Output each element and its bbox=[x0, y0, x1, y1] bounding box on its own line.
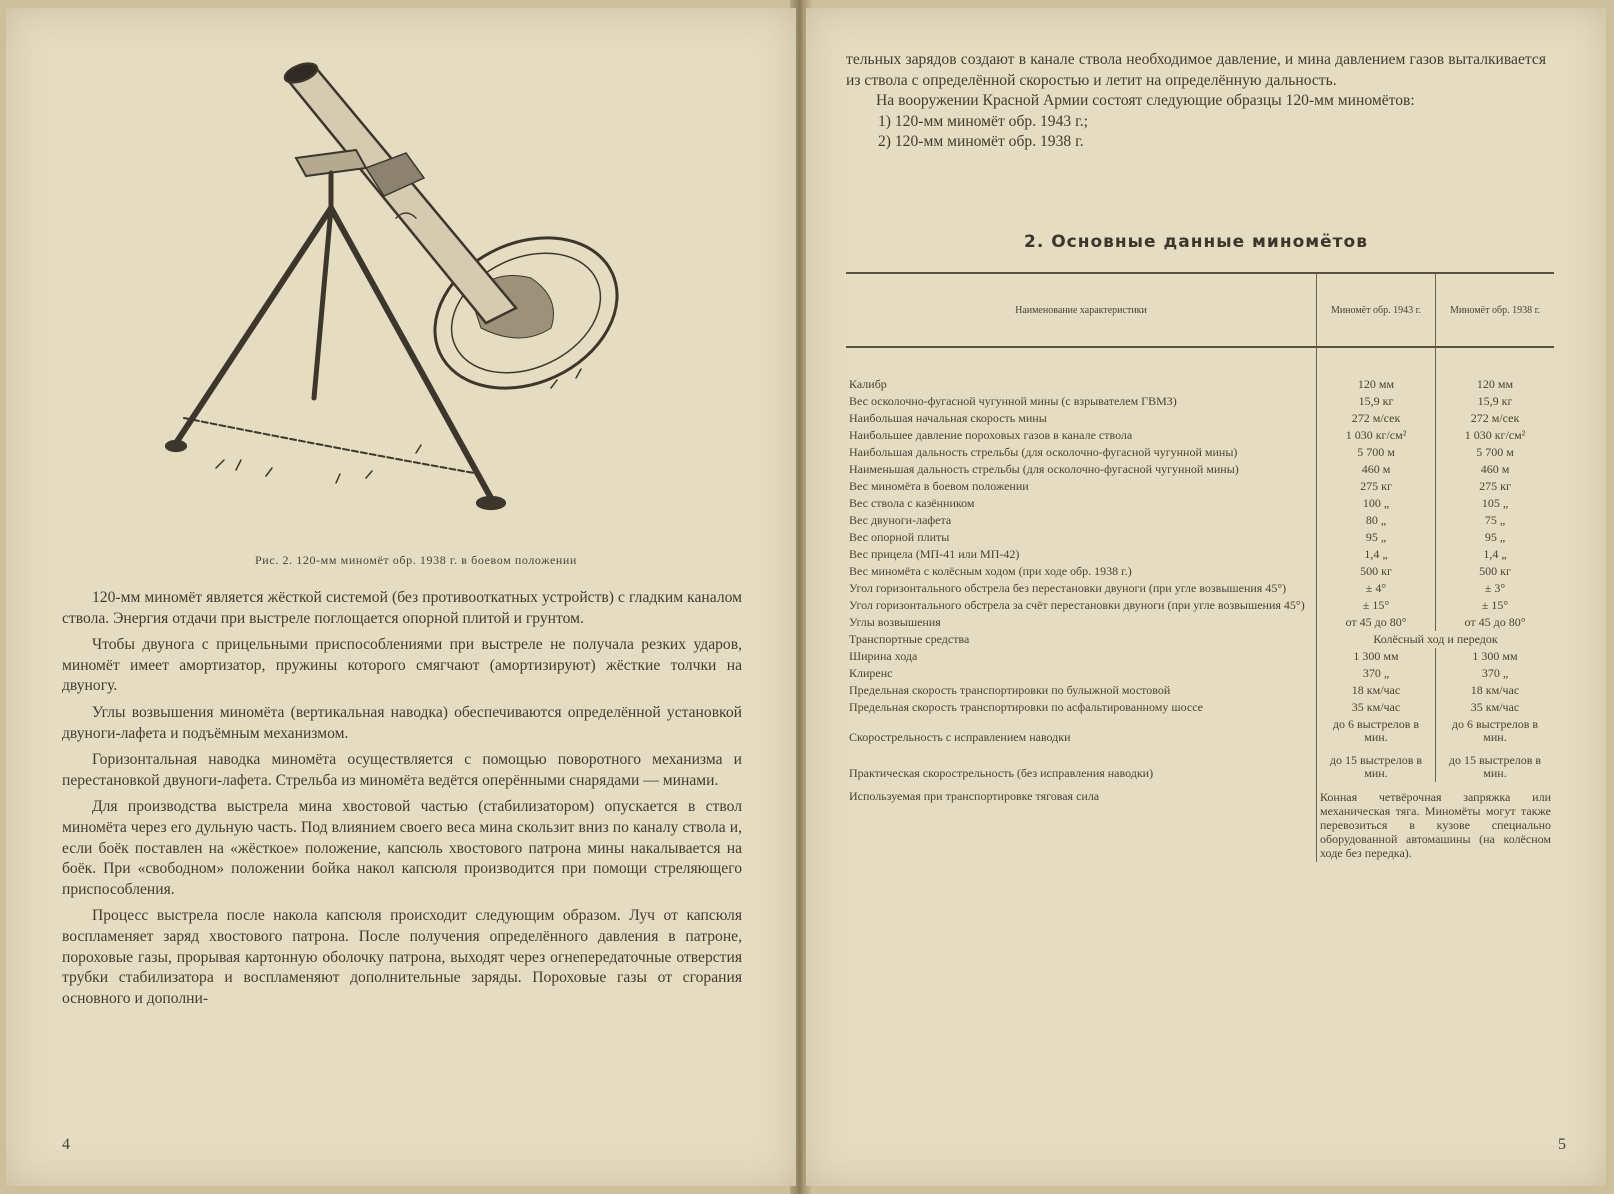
cell-value: 120 мм bbox=[1317, 347, 1436, 393]
cell-value: до 15 выстрелов в мин. bbox=[1436, 746, 1555, 782]
cell-value: 35 км/час bbox=[1436, 699, 1555, 716]
table-row bbox=[846, 393, 1554, 410]
left-page bbox=[6, 8, 796, 1186]
continuation-paragraph: тельных зарядов создают в канале ствола необходимое давление, и мина давлением газов выталкивается из ствола с определённой скоростью и летит на определённую дальность. bbox=[846, 51, 1546, 89]
table-row bbox=[846, 597, 1554, 614]
cell-value: 80 „ bbox=[1317, 512, 1436, 529]
cell-name: Калибр bbox=[849, 377, 887, 391]
table-row-merged bbox=[846, 631, 1554, 648]
column-header: Наименование характеристики bbox=[846, 273, 1317, 347]
cell-value: 120 мм bbox=[1436, 347, 1555, 393]
section-title: 2. Основные данные миномётов bbox=[1024, 232, 1368, 252]
table-row bbox=[846, 410, 1554, 427]
cell-value: ± 15° bbox=[1317, 597, 1436, 614]
cell-value: 95 „ bbox=[1317, 529, 1436, 546]
column-header: Миномёт обр. 1938 г. bbox=[1436, 273, 1555, 347]
cell-name: Скорострельность с исправлением наводки bbox=[849, 730, 1071, 744]
cell-value: ± 4° bbox=[1317, 580, 1436, 597]
cell-value: 460 м bbox=[1436, 461, 1555, 478]
cell-name: Транспортные средства bbox=[849, 632, 970, 646]
models-list bbox=[878, 112, 1546, 152]
mortar-illustration bbox=[156, 58, 626, 528]
paragraph: Для производства выстрела мина хвостовой частью (стабилизатором) опускается в ствол миномёта через его дульную часть. Под влиянием своего веса мина скользит вниз по каналу ствола и, если боёк поставлен на «жёсткое» положение, капсюль хвостового патрона мины накалывается на боёк. При «свободном» положении бойка накол капсюля производится при помощи стреляющего приспособления. bbox=[62, 798, 742, 898]
cell-value: 5 700 м bbox=[1317, 444, 1436, 461]
cell-value: 35 км/час bbox=[1317, 699, 1436, 716]
cell-name: Вес миномёта в боевом положении bbox=[849, 479, 1029, 493]
table-row bbox=[846, 461, 1554, 478]
table-row bbox=[846, 546, 1554, 563]
cell-value: 1 030 кг/см² bbox=[1436, 427, 1555, 444]
mortar-drawing bbox=[156, 58, 626, 528]
table-row bbox=[846, 495, 1554, 512]
cell-value: до 15 выстрелов в мин. bbox=[1317, 746, 1436, 782]
cell-name: Наибольшая начальная скорость мины bbox=[849, 411, 1047, 425]
list-item: 2) 120-мм миномёт обр. 1938 г. bbox=[878, 132, 1084, 150]
cell-name: Вес двуноги-лафета bbox=[849, 513, 952, 527]
cell-name: Используемая при транспортировке тяговая сила bbox=[849, 789, 1100, 803]
table-header-row bbox=[846, 273, 1554, 347]
cell-value: 75 „ bbox=[1436, 512, 1555, 529]
paragraph: Горизонтальная наводка миномёта осуществляется с помощью поворотного механизма и перестановкой двуноги-лафета. Стрельба из миномёта ведётся оперёнными снарядами — минами. bbox=[62, 751, 742, 789]
page-number-left: 4 bbox=[62, 1136, 70, 1153]
cell-value: 1 030 кг/см² bbox=[1317, 427, 1436, 444]
paragraph: 120-мм миномёт является жёсткой системой (без противооткатных устройств) с гладким каналом ствола. Энергия отдачи при выстреле поглощается опорной плитой и грунтом. bbox=[62, 589, 742, 627]
list-item: 1) 120-мм миномёт обр. 1943 г.; bbox=[878, 112, 1088, 130]
paragraph: Чтобы двунога с прицельными приспособлениями при выстреле не получала резких ударов, миномёт имеет амортизатор, пружины которого смягчают (амортизируют) жёсткие толчки на двуногу. bbox=[62, 636, 742, 695]
cell-value: 5 700 м bbox=[1436, 444, 1555, 461]
cell-value: 1,4 „ bbox=[1317, 546, 1436, 563]
table-row bbox=[846, 444, 1554, 461]
cell-value: 272 м/сек bbox=[1317, 410, 1436, 427]
cell-value: 105 „ bbox=[1436, 495, 1555, 512]
table-row bbox=[846, 478, 1554, 495]
page-number-right: 5 bbox=[1558, 1136, 1566, 1153]
cell-name: Наименьшая дальность стрельбы (для осколочно-фугасной чугунной мины) bbox=[849, 462, 1239, 476]
cell-name: Вес опорной плиты bbox=[849, 530, 950, 544]
table-row bbox=[846, 427, 1554, 444]
cell-value-merged: Колёсный ход и передок bbox=[1317, 631, 1555, 648]
column-header: Миномёт обр. 1943 г. bbox=[1317, 273, 1436, 347]
table-row bbox=[846, 347, 1554, 393]
armament-paragraph: На вооружении Красной Армии состоят следующие образцы 120-мм миномётов: bbox=[876, 92, 1415, 110]
table-row bbox=[846, 648, 1554, 665]
cell-value: от 45 до 80° bbox=[1317, 614, 1436, 631]
cell-name: Предельная скорость транспортировки по асфальтированному шоссе bbox=[849, 700, 1203, 714]
cell-name: Вес ствола с казёнником bbox=[849, 496, 975, 510]
cell-value: 275 кг bbox=[1436, 478, 1555, 495]
spec-table bbox=[846, 272, 1554, 862]
cell-value: 500 кг bbox=[1436, 563, 1555, 580]
cell-value: 95 „ bbox=[1436, 529, 1555, 546]
cell-value: 1 300 мм bbox=[1317, 648, 1436, 665]
cell-value: 18 км/час bbox=[1317, 682, 1436, 699]
cell-value: 272 м/сек bbox=[1436, 410, 1555, 427]
cell-value: 100 „ bbox=[1317, 495, 1436, 512]
cell-name: Вес миномёта с колёсным ходом (при ходе обр. 1938 г.) bbox=[849, 564, 1132, 578]
table-row bbox=[846, 682, 1554, 699]
cell-value: от 45 до 80° bbox=[1436, 614, 1555, 631]
table-row bbox=[846, 699, 1554, 716]
cell-name: Угол горизонтального обстрела без перестановки двуноги (при угле возвышения 45°) bbox=[849, 581, 1287, 595]
cell-value: 500 кг bbox=[1317, 563, 1436, 580]
table-row bbox=[846, 529, 1554, 546]
cell-name: Практическая скорострельность (без исправления наводки) bbox=[849, 766, 1154, 780]
cell-name: Углы возвышения bbox=[849, 615, 941, 629]
cell-name: Наибольшая дальность стрельбы (для осколочно-фугасной чугунной мины) bbox=[849, 445, 1238, 459]
table-row bbox=[846, 716, 1554, 746]
cell-name: Вес осколочно-фугасной чугунной мины (с взрывателем ГВМЗ) bbox=[849, 394, 1177, 408]
cell-value: 370 „ bbox=[1317, 665, 1436, 682]
table-row-last bbox=[846, 782, 1554, 862]
left-body-text bbox=[62, 588, 742, 1015]
table-row bbox=[846, 512, 1554, 529]
figure-caption: Рис. 2. 120-мм миномёт обр. 1938 г. в боевом положении bbox=[255, 553, 577, 567]
cell-value: 18 км/час bbox=[1436, 682, 1555, 699]
table-row bbox=[846, 580, 1554, 597]
cell-name: Ширина хода bbox=[849, 649, 918, 663]
cell-name: Угол горизонтального обстрела за счёт перестановки двуноги (при угле возвышения 45°) bbox=[849, 598, 1305, 612]
table-row bbox=[846, 563, 1554, 580]
right-intro-text bbox=[846, 50, 1546, 152]
cell-name: Клиренс bbox=[849, 666, 893, 680]
cell-value: 460 м bbox=[1317, 461, 1436, 478]
paragraph: Углы возвышения миномёта (вертикальная наводка) обеспечиваются определённой установкой двуноги-лафета и подъёмным механизмом. bbox=[62, 703, 742, 742]
cell-value: ± 15° bbox=[1436, 597, 1555, 614]
cell-value-merged: Конная четвёрочная запряжка или механическая тяга. Миномёты могут также перевозиться в кузове специально оборудованной автомашины (на колёсном ходе без передка). bbox=[1317, 782, 1555, 862]
cell-value: ± 3° bbox=[1436, 580, 1555, 597]
cell-name: Наибольшее давление пороховых газов в канале ствола bbox=[849, 428, 1133, 442]
cell-name: Предельная скорость транспортировки по булыжной мостовой bbox=[849, 683, 1171, 697]
cell-value: 275 кг bbox=[1317, 478, 1436, 495]
cell-value: до 6 выстрелов в мин. bbox=[1317, 716, 1436, 746]
right-page bbox=[806, 8, 1606, 1186]
cell-value: 1,4 „ bbox=[1436, 546, 1555, 563]
paragraph: Процесс выстрела после накола капсюля происходит следующим образом. Луч от капсюля воспламеняет заряд хвостового патрона. После получения определённого давления в патроне, пороховые газы, прорывая картонную оболочку патрона, выходят через огнепередаточные отверстия трубки стабилизатора и воспламеняют дополнительные заряды. Пороховые газы от сгорания основного и дополни- bbox=[62, 907, 742, 1007]
cell-value: 370 „ bbox=[1436, 665, 1555, 682]
cell-value: 1 300 мм bbox=[1436, 648, 1555, 665]
cell-name: Вес прицела (МП-41 или МП-42) bbox=[849, 547, 1020, 561]
table-row bbox=[846, 746, 1554, 782]
table-row bbox=[846, 614, 1554, 631]
cell-value: 15,9 кг bbox=[1317, 393, 1436, 410]
cell-value: 15,9 кг bbox=[1436, 393, 1555, 410]
cell-value: до 6 выстрелов в мин. bbox=[1436, 716, 1555, 746]
table-row bbox=[846, 665, 1554, 682]
